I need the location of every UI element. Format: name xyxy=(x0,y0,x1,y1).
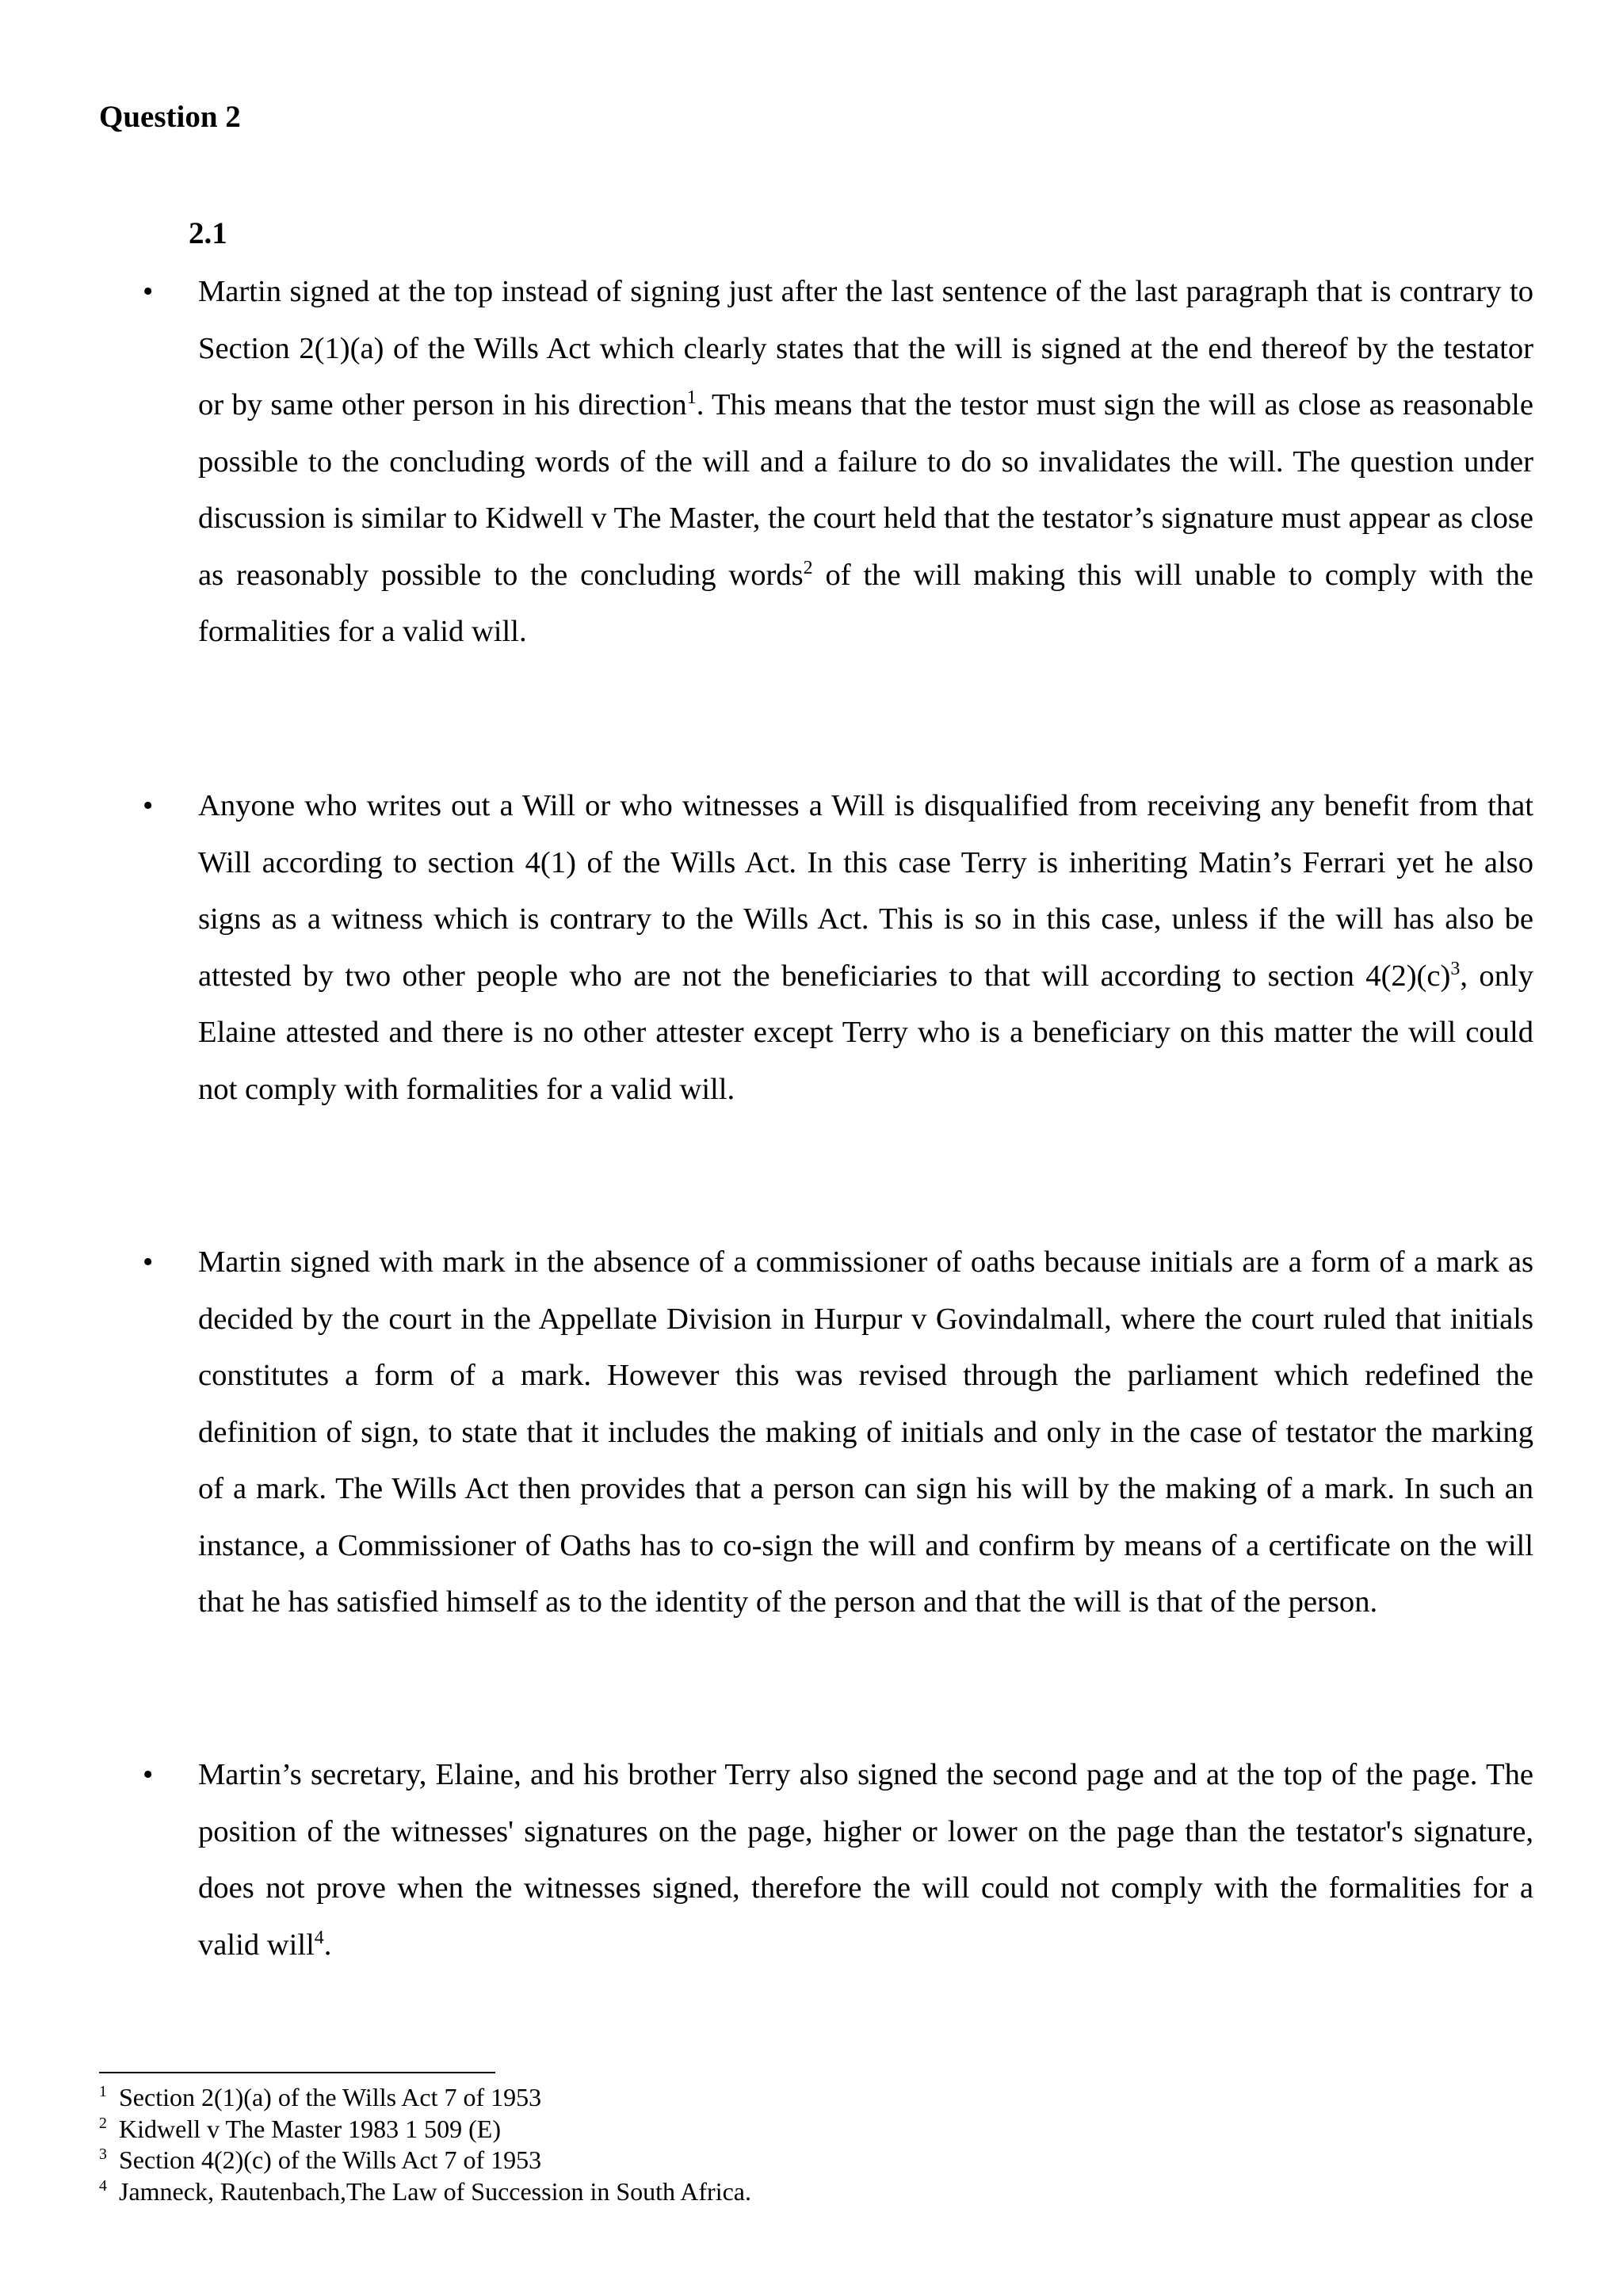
footnote-ref: 4 xyxy=(314,1927,324,1948)
footnote: $^1$ Section 2(1)(a) of the Wills Act 7 of 1953 xyxy=(99,2083,542,2111)
bullet-text-segment: Martin’s secretary, Elaine, and his brother Terry also signed the second page and at the top of the page. The position of the witnesses' signatures on the page, higher or lower on the page than the testator's signature, does not prove when the witnesses signed, therefore the will could not comply with the formalities for a valid will xyxy=(198,1758,1533,1962)
bullet-icon: • xyxy=(143,275,154,308)
footnote-ref: 1 xyxy=(686,387,697,409)
bullet-text-segment: Martin signed at the top instead of signing just after the last sentence of the last paragraph that is contrary to Section 2(1)(a) of the Wills Act which clearly states that the will is signed at the end thereof by the testator or by same other person in his direction xyxy=(198,275,1533,421)
footnote-text: Kidwell v The Master 1983 1 509 (E) xyxy=(113,2114,501,2143)
bullet-text xyxy=(198,778,1533,1118)
bullet-icon: • xyxy=(143,1245,154,1279)
footnote-text: Section 4(2)(c) of the Wills Act 7 of 1953 xyxy=(113,2145,542,2174)
bullet-text-segment: . This means that the testor must sign the will as close as reasonable possible to the concluding words of the will and a failure to do so invalidates the will. The question under discussion is similar to Kidwell v The Master, the court held that the testator’s signature must appear as close as reasonably possible to the concluding words xyxy=(198,388,1533,592)
footnote-text: Jamneck, Rautenbach,The Law of Succession in South Africa. xyxy=(113,2176,751,2206)
bullet-text-segment: Anyone who writes out a Will or who witnesses a Will is disqualified from receiving any benefit from that Will according to section 4(1) of the Wills Act. In this case Terry is inheriting Matin’s Ferrari yet he also signs as a witness which is contrary to the Wills Act. This is so in this case, unless if the will has also be attested by two other people who are not the beneficiaries to that will according to section 4(2)(c) xyxy=(198,789,1533,993)
bullet-text-segment: . xyxy=(323,1928,332,1962)
footnote-ref: 3 xyxy=(1450,958,1461,979)
bullet-text xyxy=(198,1747,1533,1974)
footnote-ref: 2 xyxy=(803,557,813,578)
footnote-separator xyxy=(99,2072,495,2073)
bullet-icon: • xyxy=(143,1758,154,1791)
footnotes-list xyxy=(99,2082,751,2207)
bullet-text-segment: of the will making this will unable to comply with the formalities for a valid will. xyxy=(198,558,1533,648)
bullet-text: Martin signed with mark in the absence of a commissioner of oaths because initials are a form of a mark as decided by the court in the Appellate Division in Hurpur v Govindalmall, where the court ruled that initials constitutes a form of a mark. However this was revised through the parliament which redefined the definition of sign, to state that it includes the making of initials and only in the case of testator the marking of a mark. The Wills Act then provides that a person can sign his will by the making of a mark. In such an instance, a Commissioner of Oaths has to co-sign the will and confirm by means of a certificate on the will that he has satisfied himself as to the identity of the person and that the will is that of the person. xyxy=(198,1245,1533,1619)
bullet-text-segment: , only Elaine attested and there is no other attester except Terry who is a beneficiary on this matter the will could not comply with formalities for a valid will. xyxy=(198,959,1533,1106)
question-heading: Question 2 xyxy=(99,100,241,134)
section-number: 2.1 xyxy=(189,216,227,250)
footnote: $^2$ Kidwell v The Master 1983 1 509 (E) xyxy=(99,2114,501,2143)
footnote: $^4$ Jamneck, Rautenbach,The Law of Succession in South Africa. xyxy=(99,2176,751,2206)
bullet-text xyxy=(198,264,1533,661)
bullet-icon: • xyxy=(143,789,154,822)
footnote-text: Section 2(1)(a) of the Wills Act 7 of 1953 xyxy=(113,2083,542,2111)
footnote: $^3$ Section 4(2)(c) of the Wills Act 7 of 1953 xyxy=(99,2145,542,2174)
